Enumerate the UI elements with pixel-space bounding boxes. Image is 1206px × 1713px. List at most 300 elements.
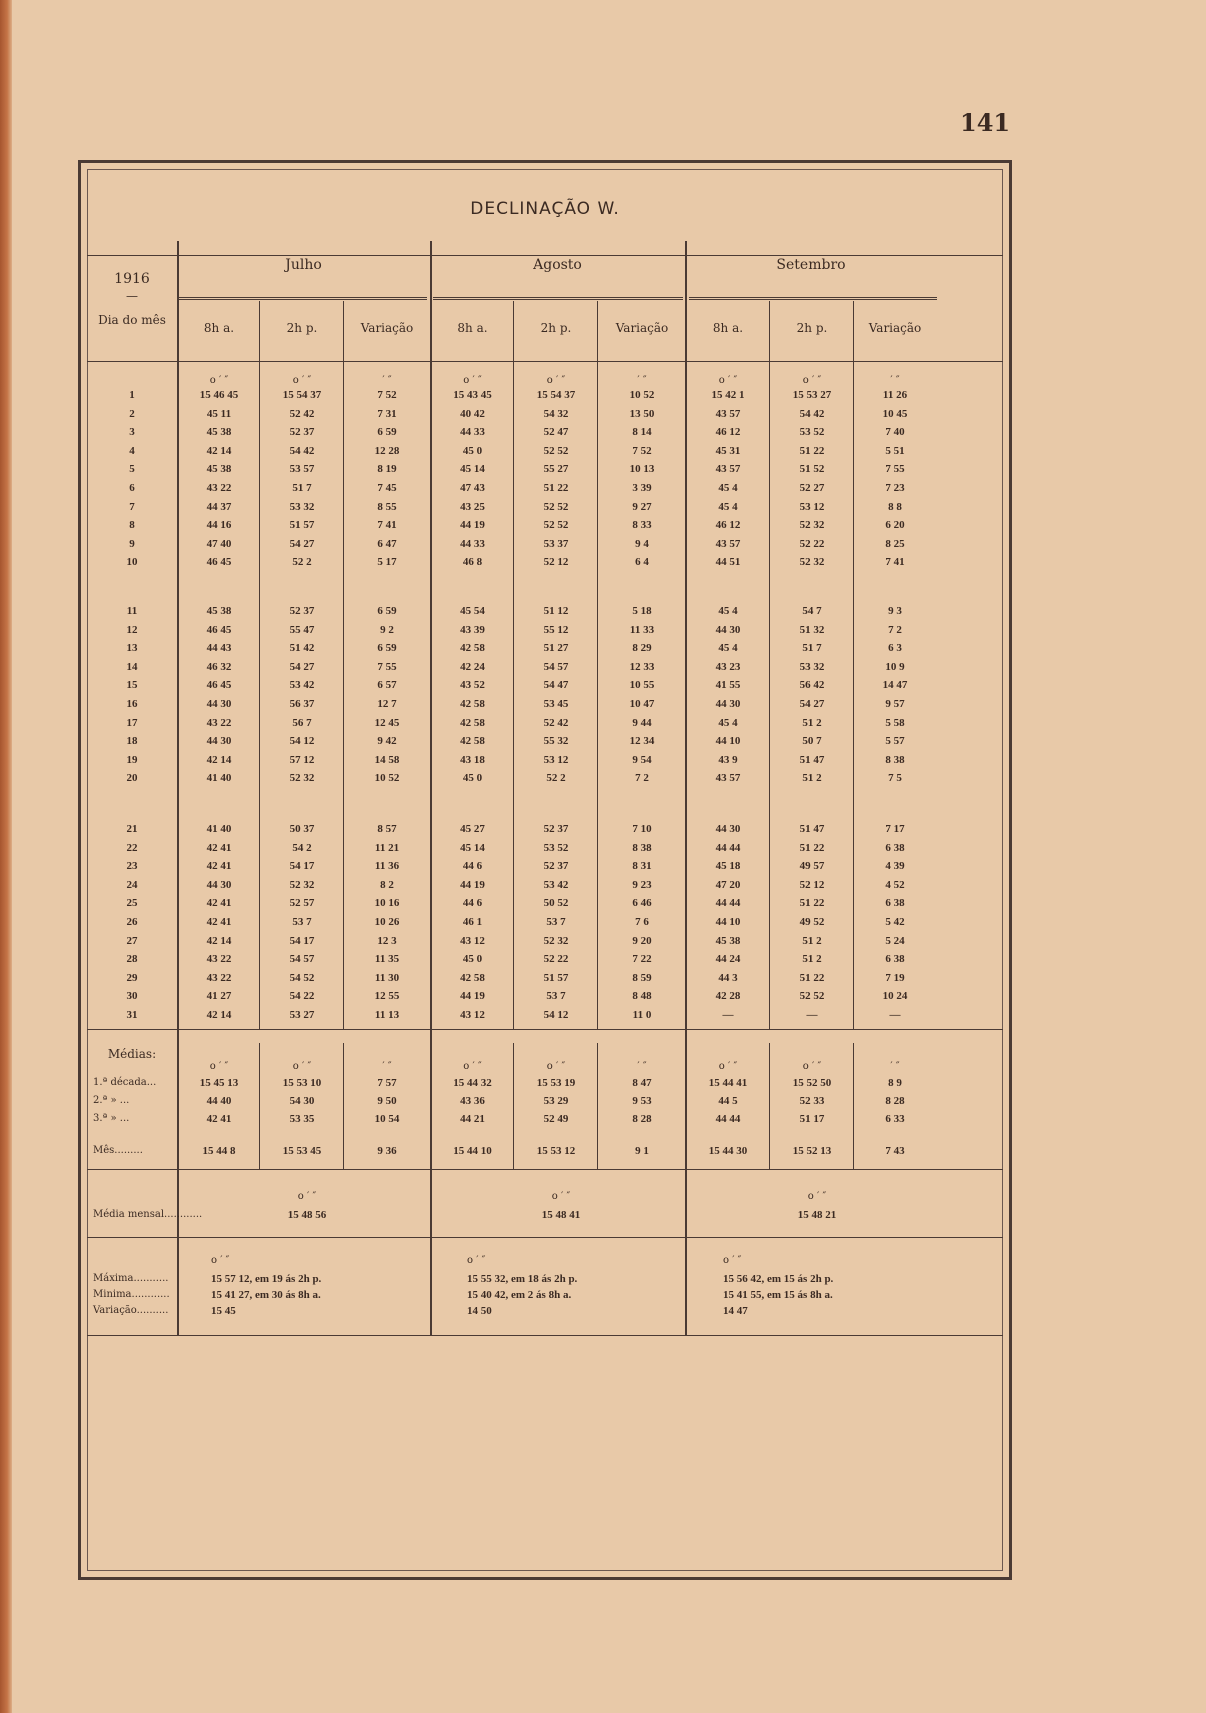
table-cell: 43 12 [460,934,485,947]
table-cell: 51 2 [802,716,822,729]
extremos-value: 14 47 [723,1305,748,1317]
table-cell: 45 11 [206,407,232,420]
sub-header: 8h a. [457,321,488,335]
sub-col-sep [259,301,260,1029]
table-cell: 45 14 [460,463,485,476]
table-cell: 45 31 [715,444,741,457]
table-cell: 55 27 [543,463,569,476]
table-cell: 8 2 [380,878,394,891]
sub-col-sep [597,301,598,1029]
table-cell: 8 55 [377,500,397,513]
table-cell: 43 57 [715,407,741,420]
table-cell: 44 33 [460,537,485,550]
medias-row-label: 2.ª » ... [93,1095,130,1106]
table-cell: 8 14 [632,426,652,439]
table-cell: 54 57 [543,660,569,673]
table-cell: 8 25 [885,537,905,550]
table-cell: 7 17 [885,823,905,835]
table-cell: 43 9 [718,753,738,766]
day-number: 10 [126,556,138,569]
page-number: 141 [960,108,1011,137]
table-cell: 52 32 [799,556,825,569]
unit-mark: o ′ ″ [802,1061,822,1072]
table-cell: 9 3 [888,605,902,617]
table-cell: 7 10 [632,823,652,835]
day-number: 15 [126,679,138,692]
table-cell: 56 42 [799,679,825,692]
table-cell: 52 32 [799,519,825,532]
table-cell: 42 41 [206,841,232,854]
table-cell: 9 2 [380,623,394,636]
table-cell: 44 43 [206,642,232,655]
table-cell: 47 43 [460,482,485,494]
table-cell: 7 19 [885,971,905,984]
medias-cell: 54 30 [289,1095,315,1107]
table-cell: 51 22 [799,841,825,854]
unit-mark: o ′ ″ [723,1255,742,1266]
extremos-value: 15 45 [211,1305,236,1317]
table-cell: 43 57 [715,537,741,550]
medias-cell: 10 54 [374,1113,400,1125]
table-cell: 51 7 [292,482,312,494]
table-cell: 51 22 [799,444,825,457]
table-cell: 6 3 [888,642,902,655]
mes-label: Mês......... [93,1145,143,1156]
table-cell: 44 24 [715,953,741,966]
table-cell: 50 52 [543,897,569,910]
day-number: 22 [126,841,138,854]
table-cell: 15 54 37 [282,389,322,401]
table-cell: 5 58 [885,716,905,729]
table-cell: 45 18 [715,860,741,873]
table-cell: 53 7 [546,916,566,928]
table-cell: 45 0 [462,953,483,966]
table-cell: — [722,1009,734,1021]
day-number: 1 [129,389,135,401]
table-cell: 9 42 [377,735,397,748]
table-cell: 51 32 [799,623,825,636]
media-mensal-value: 15 48 41 [541,1209,581,1221]
header-top-rule [87,255,1003,256]
sub-col-sep [343,301,344,1029]
day-number: 16 [126,698,138,710]
table-cell: 44 30 [206,698,232,710]
table-cell: 42 14 [206,444,232,457]
sub-col-sep-medias [259,1043,260,1169]
table-cell: 42 41 [206,916,232,928]
medias-cell: 7 57 [377,1077,397,1089]
unit-mark: o ′ ″ [546,375,566,386]
table-cell: 52 22 [543,953,569,966]
table-cell: 12 28 [374,444,400,457]
day-number: 23 [126,860,138,873]
table-cell: 43 39 [460,623,485,636]
day-number: 27 [126,934,138,947]
table-cell: 8 48 [632,990,652,1003]
table-cell: 10 55 [629,679,655,692]
table-cell: 52 12 [543,556,569,569]
sub-header: 2h p. [540,321,572,335]
table-cell: 44 19 [460,990,485,1003]
day-number: 29 [126,971,138,984]
medias-row-label: 3.ª » ... [93,1113,130,1124]
table-cell: 55 12 [543,623,569,636]
table-cell: 8 19 [377,463,397,476]
table-cell: 42 24 [460,660,485,673]
table-cell: 44 10 [715,735,741,748]
mes-cell: 15 44 30 [708,1145,748,1157]
mes-cell: 15 44 10 [453,1145,492,1157]
table-cell: 46 8 [462,556,483,569]
table-cell: 8 33 [632,519,652,532]
table-cell: 51 42 [289,642,315,655]
table-cell: 8 57 [377,823,397,835]
table-cell: 7 31 [377,407,397,420]
medias-cell: 15 52 50 [792,1077,832,1089]
day-number: 2 [129,407,135,420]
table-cell: 54 12 [543,1009,569,1021]
table-cell: 52 37 [543,860,569,873]
table-cell: 15 46 45 [199,389,239,401]
unit-mark: o ′ ″ [209,1061,229,1072]
table-cell: 52 22 [799,537,825,550]
table-cell: 51 27 [543,642,569,655]
unit-mark: o ′ ″ [807,1191,827,1202]
table-cell: 43 57 [715,463,741,476]
table-cell: 6 57 [377,679,397,692]
table-cell: 8 31 [632,860,652,873]
table-cell: 43 18 [460,753,485,766]
sub-col-sep-medias [343,1043,344,1169]
table-cell: 15 43 45 [453,389,492,401]
day-number: 30 [126,990,138,1003]
table-cell: 56 37 [289,698,315,710]
table-cell: 10 13 [629,463,655,476]
table-cell: 42 58 [460,716,485,729]
medias-cell: 15 45 13 [199,1077,239,1089]
table-cell: 41 40 [206,772,232,785]
table-cell: 8 59 [632,971,652,984]
table-cell: 11 33 [629,623,655,636]
month-rule-2 [433,297,683,300]
table-cell: 10 16 [374,897,400,910]
table-cell: 53 12 [543,753,569,766]
table-cell: 53 52 [543,841,569,854]
table-cell: 11 35 [374,953,400,966]
table-cell: 9 57 [885,698,905,710]
day-number: 6 [129,482,135,494]
medias-cell: 53 35 [289,1113,315,1125]
mes-cell: 15 44 8 [202,1145,236,1157]
medias-cell: 15 53 10 [282,1077,322,1089]
medias-cell: 8 9 [888,1077,902,1089]
table-cell: 9 4 [635,537,649,550]
table-title: DECLINAÇÃO W. [470,199,620,219]
year-label: 1916 [114,271,150,287]
table-cell: 51 57 [289,519,315,532]
table-cell: 46 1 [462,916,483,928]
table-cell: 56 7 [292,716,312,729]
table-cell: 44 6 [462,860,483,873]
table-cell: 52 52 [543,444,569,457]
day-number: 21 [126,823,138,835]
table-cell: 6 59 [377,605,397,617]
table-cell: 40 42 [460,407,485,420]
extremos-value: 15 55 32, em 18 ás 2h p. [467,1273,578,1285]
medias-cell: 53 29 [543,1095,569,1107]
unit-mark: ′ ″ [382,1061,392,1072]
table-cell: 51 52 [799,463,825,476]
table-cell: 45 14 [460,841,485,854]
day-number: 31 [126,1009,138,1021]
table-cell: 5 18 [632,605,652,617]
table-cell: 53 32 [289,500,315,513]
table-cell: 10 52 [374,772,400,785]
table-cell: 52 32 [289,772,315,785]
extremos-value: 15 41 27, em 30 ás 8h a. [211,1289,321,1301]
table-cell: 43 22 [206,716,232,729]
table-cell: 12 55 [374,990,400,1003]
table-cell: 52 37 [289,426,315,439]
table-cell: 46 45 [206,679,232,692]
day-number: 19 [126,753,138,766]
table-cell: 7 2 [635,772,649,785]
sub-header: 8h a. [712,321,744,335]
table-cell: 42 14 [206,1009,232,1021]
table-cell: 52 47 [543,426,569,439]
medias-cell: 6 33 [885,1113,905,1125]
table-cell: 12 33 [629,660,655,673]
table-cell: 53 12 [799,500,825,513]
day-number: 7 [129,500,135,513]
table-cell: 49 57 [799,860,825,873]
table-cell: 45 4 [718,642,738,655]
table-cell: 51 22 [543,482,569,494]
medias-cell: 52 33 [799,1095,825,1107]
table-cell: 6 20 [885,519,905,532]
table-cell: 51 2 [802,772,822,785]
table-cell: 5 57 [885,735,905,748]
table-cell: 45 38 [206,605,232,617]
day-number: 14 [126,660,138,673]
table-cell: 54 2 [292,841,312,854]
table-cell: 11 36 [374,860,400,873]
table-cell: 47 40 [206,537,232,550]
day-number: 20 [126,772,138,785]
table-cell: 53 37 [543,537,569,550]
month-setembro: Setembro [776,257,846,273]
table-cell: 43 12 [460,1009,485,1021]
table-cell: 57 12 [289,753,315,766]
medias-row-label: 1.ª década... [93,1077,157,1088]
table-cell: 54 52 [289,971,315,984]
table-cell: 44 44 [715,841,741,854]
day-number: 26 [126,916,138,928]
table-cell: 7 52 [377,389,397,401]
table-cell: 44 30 [715,698,741,710]
table-cell: 45 0 [462,444,483,457]
table-cell: 44 44 [715,897,741,910]
mes-cell: 9 1 [635,1145,649,1157]
medias-cell: 9 50 [377,1095,397,1107]
table-cell: 14 58 [374,753,400,766]
table-cell: 51 47 [799,823,825,835]
table-cell: 44 16 [206,519,232,532]
table-cell: 5 24 [885,934,905,947]
table-cell: 11 26 [882,389,908,401]
day-number: 12 [126,623,138,636]
table-cell: 54 27 [289,660,315,673]
extremos-value: 15 57 12, em 19 ás 2h p. [211,1273,322,1285]
table-cell: 44 37 [206,500,232,513]
table-cell: 6 38 [885,897,905,910]
table-cell: 7 23 [885,482,905,494]
table-cell: 6 38 [885,841,905,854]
table-cell: 9 27 [632,500,652,513]
table-cell: 43 22 [206,953,232,966]
table-cell: 46 45 [206,556,232,569]
table-cell: 43 22 [206,971,232,984]
sub-header: Variação [615,321,669,335]
extremos-label: Máxima........... [93,1273,169,1284]
table-cell: 44 30 [715,823,741,835]
table-cell: 15 42 1 [711,389,745,401]
table-cell: 43 25 [460,500,485,513]
table-cell: 54 42 [799,407,825,420]
medias-cell: 51 17 [799,1113,825,1125]
table-cell: 9 44 [632,716,652,729]
lower-block-sep [685,1169,686,1335]
day-number: 25 [126,897,138,910]
table-cell: 6 59 [377,642,397,655]
sub-col-sep-medias [769,1043,770,1169]
medias-cell: 9 53 [632,1095,652,1107]
table-cell: — [806,1009,818,1021]
table-cell: 9 20 [632,934,652,947]
unit-mark: o ′ ″ [463,375,482,386]
medias-cell: 15 44 32 [453,1077,492,1089]
medias-cell: 43 36 [460,1095,485,1107]
day-number: 13 [126,642,138,655]
mes-cell: 9 36 [377,1145,397,1157]
table-cell: 44 3 [718,971,738,984]
table-cell: 45 4 [718,500,738,513]
table-cell: 44 30 [206,735,232,748]
day-number: 17 [126,716,138,729]
sep-julho [177,241,179,1335]
table-cell: 3 39 [632,482,652,494]
table-cell: 7 41 [885,556,905,569]
table-cell: 7 52 [632,444,652,457]
table-cell: 54 32 [543,407,569,420]
table-cell: 46 12 [715,426,741,439]
month-rule-1 [177,297,427,300]
table-cell: 13 50 [629,407,655,420]
day-number: 28 [126,953,138,966]
day-number: 24 [126,878,138,891]
table-cell: 49 52 [799,916,825,928]
media-mensal-value: 15 48 56 [287,1209,327,1221]
table-cell: 7 41 [377,519,397,532]
table-cell: 52 27 [799,482,825,494]
days-bottom-rule [87,1029,1003,1030]
table-cell: 42 58 [460,971,485,984]
table-cell: 51 2 [802,953,822,966]
medias-cell: 15 53 19 [536,1077,576,1089]
media-mensal-value: 15 48 21 [797,1209,837,1221]
table-cell: 15 53 27 [792,389,832,401]
table-cell: 52 12 [799,878,825,891]
medias-cell: 52 49 [543,1113,569,1125]
table-cell: 52 52 [543,500,569,513]
table-cell: 7 22 [632,953,652,966]
unit-mark: ′ ″ [890,1061,900,1072]
day-number: 9 [129,537,135,550]
extremos-bottom-rule [87,1335,1003,1336]
unit-mark: o ′ ″ [802,375,822,386]
table-cell: 44 33 [460,426,485,439]
day-column-label: Dia do mês [98,313,166,327]
medias-label: Médias: [107,1047,157,1061]
day-number: 18 [126,735,138,748]
table-cell: 45 4 [718,716,738,729]
table-cell: 53 42 [289,679,315,692]
table-cell: 7 5 [888,772,902,785]
table-cell: 12 3 [377,934,397,947]
mes-cell: 15 53 45 [282,1145,322,1157]
table-cell: 6 38 [885,953,905,966]
extremos-value: 15 56 42, em 15 ás 2h p. [723,1273,834,1285]
table-cell: 42 58 [460,735,485,748]
table-cell: 54 47 [543,679,569,692]
table-cell: 52 2 [546,772,566,785]
table-cell: 6 47 [377,537,397,550]
table-cell: 46 45 [206,623,232,636]
table-cell: 6 46 [632,897,652,910]
table-cell: 45 0 [462,772,483,785]
table-cell: 15 54 37 [536,389,576,401]
medias-cell: 44 5 [718,1095,738,1107]
extremos-label: Variação.......... [93,1305,169,1316]
table-cell: 52 52 [543,519,569,532]
day-number: 3 [129,426,135,439]
table-cell: 44 30 [715,623,741,636]
table-cell: 42 41 [206,860,232,873]
table-cell: 45 4 [718,605,738,617]
table-cell: 47 20 [715,878,741,891]
table-cell: 12 7 [377,698,397,710]
table-cell: 53 7 [546,990,566,1003]
table-cell: 42 14 [206,753,232,766]
table-cell: 53 42 [543,878,569,891]
table-cell: 14 47 [882,679,908,692]
medias-cell: 42 41 [206,1113,232,1125]
day-number: 11 [126,605,138,617]
table-cell: 10 47 [629,698,655,710]
table-cell: 12 34 [629,735,655,748]
extremos-value: 14 50 [467,1305,492,1317]
table-cell: 10 45 [882,407,908,420]
table-cell: 7 45 [377,482,397,494]
table-cell: 55 47 [289,623,315,636]
sub-col-sep-medias [853,1043,854,1169]
table-cell: 43 52 [460,679,485,692]
table-cell: 5 51 [885,444,905,457]
table-cell: 52 32 [543,934,569,947]
media-mensal-label: Média mensal............ [93,1209,203,1220]
sub-col-sep-medias [513,1043,514,1169]
table-cell: 52 42 [289,407,315,420]
